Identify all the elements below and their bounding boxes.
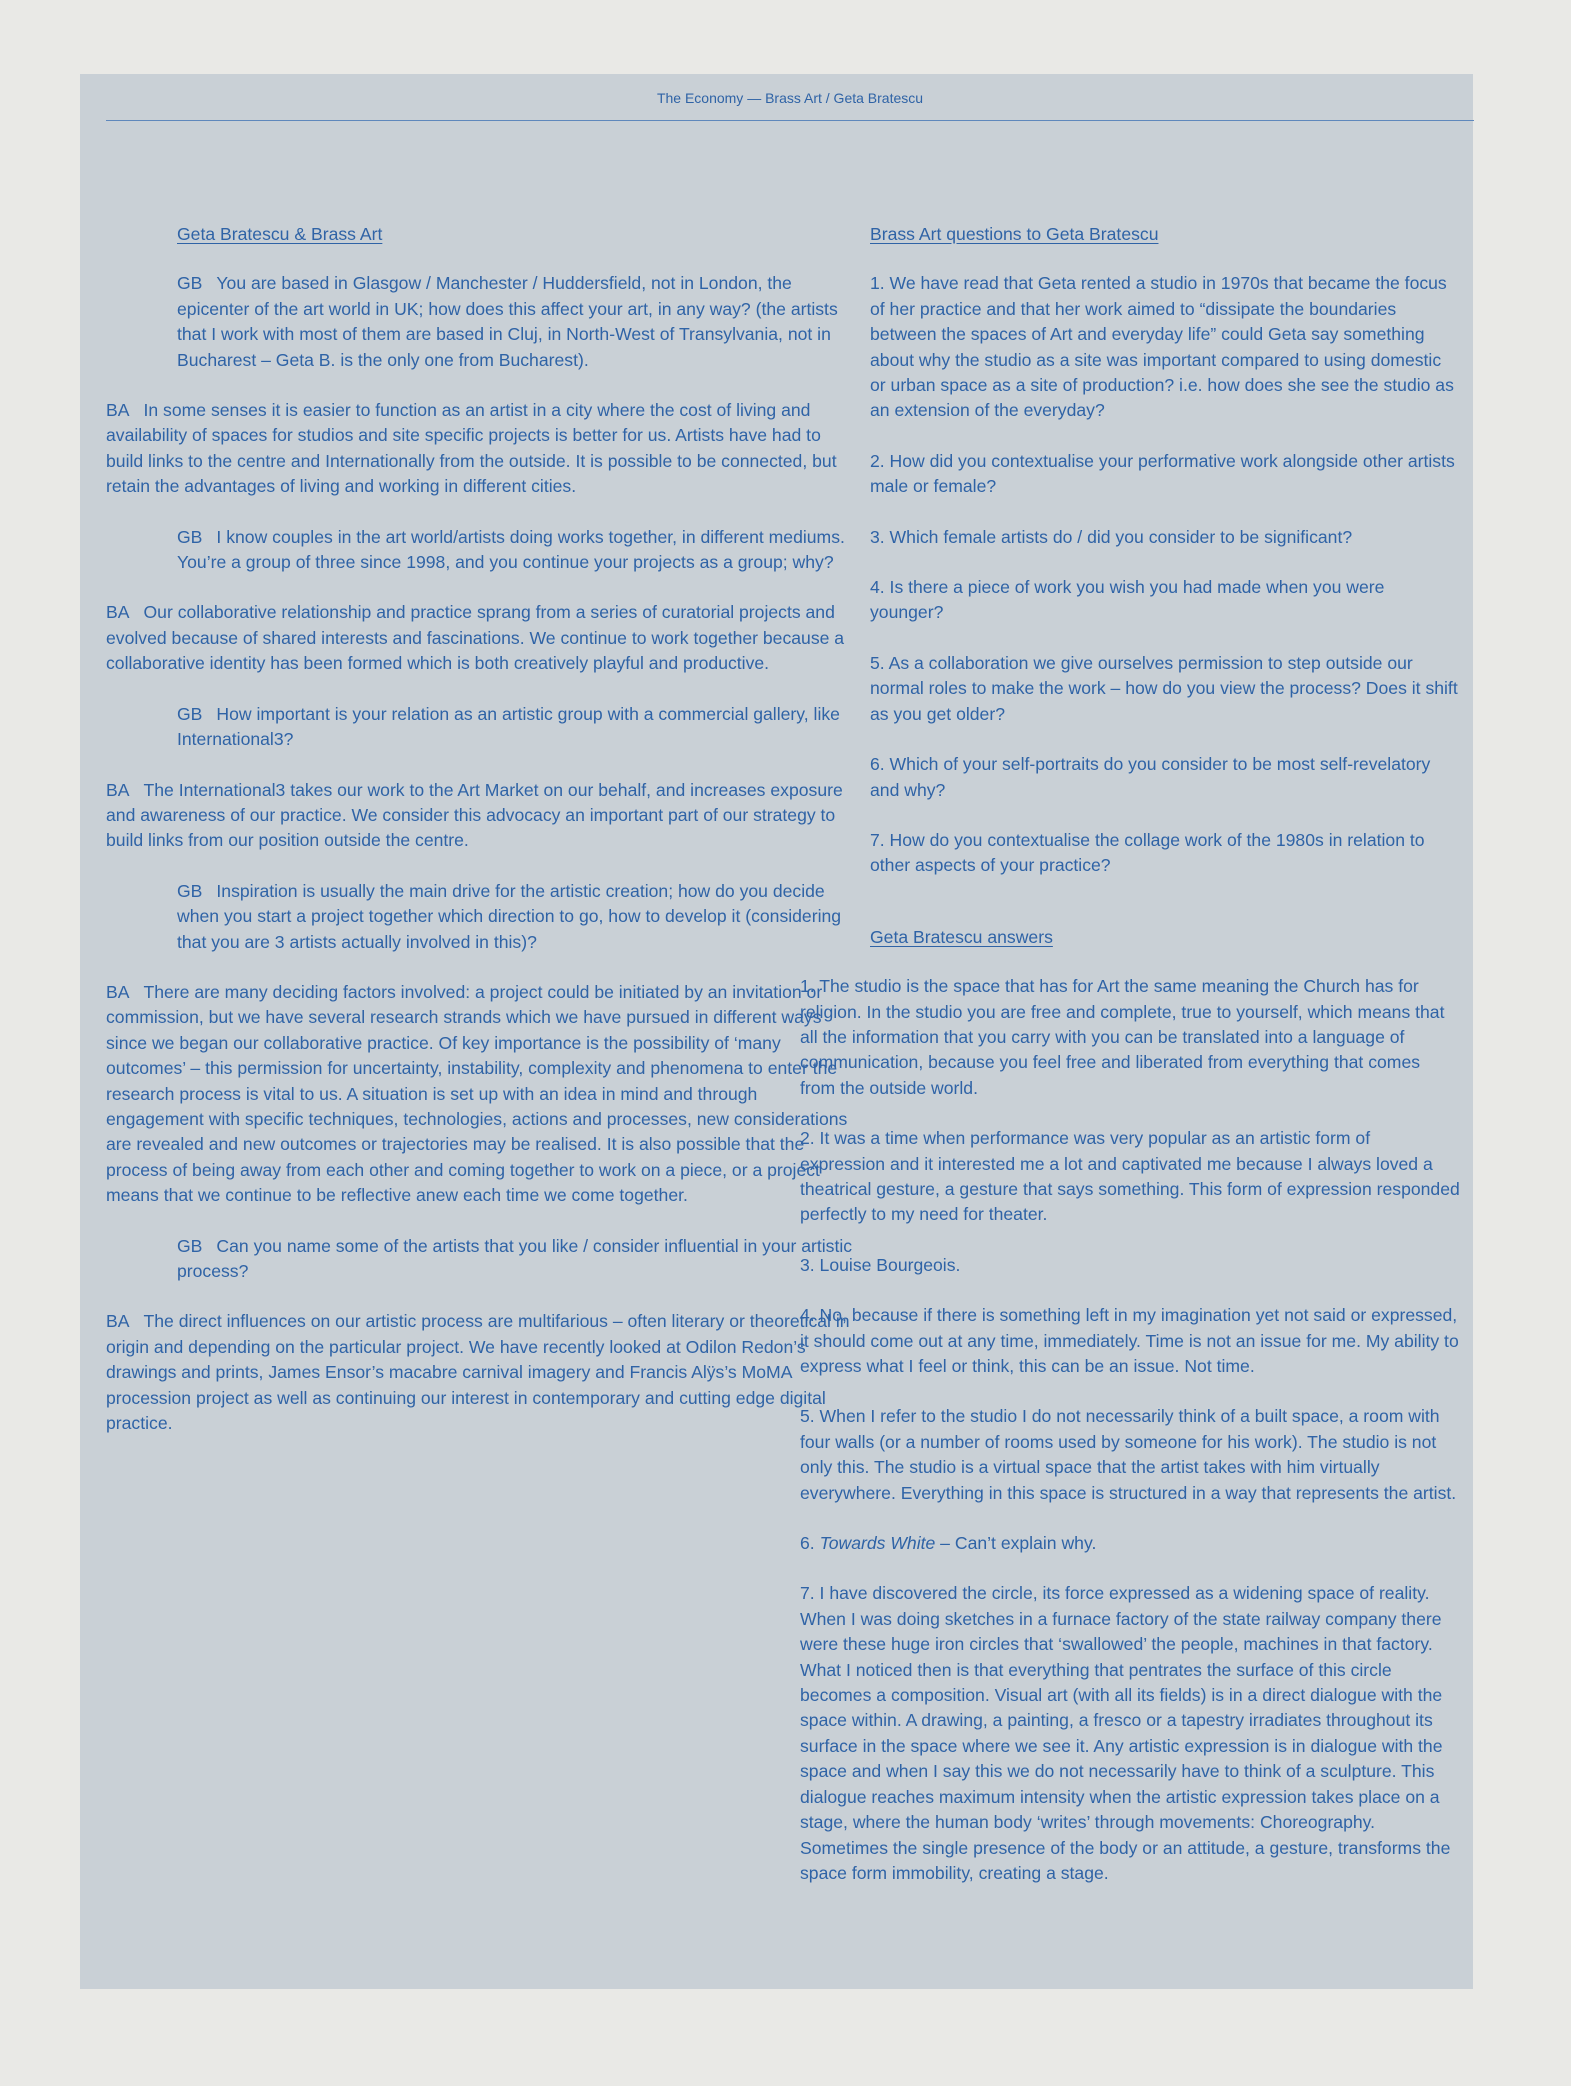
speaker-tag: BA [106,602,130,623]
interview-text: Our collaborative relationship and practice sprang from a series of curatorial projects and evolved because of shared interests and fascinations. We continue to work together because a collaborative identity has been formed which is both creatively playful and productive. [106,602,845,674]
answer-number: 6. [800,1533,815,1554]
interview-text: Inspiration is usually the main drive for the artistic creation; how do you decide when you start a project together which direction to go, how to develop it (considering that you are 3 artists actually involved in this)? [177,880,842,952]
question-item: 7. How do you contextualise the collage work of the 1980s in relation to other aspects of your practice? [870,829,1425,876]
interview-item [106,702,854,753]
running-head-text: The Economy — Brass Art / Geta Bratescu [656,90,924,106]
questions-heading: Brass Art questions to Geta Bratescu [870,224,1159,244]
interview-text: In some senses it is easier to function as an artist in a city where the cost of living and availability of spaces for studios and site specific projects is better for us. Artists have had to build links to the centre and Internationally from the outside. It is possible to be connected, but retain the advantages of living and working in different cities. [106,400,837,497]
interview-item [106,1309,854,1436]
answer-item: 5. When I refer to the studio I do not necessarily think of a built space, a room with four walls (or a number of rooms used by someone for his work). The studio is not only this. The studio is a virtual space that the artist takes with him virtually everywhere. Everything in this space is structured in a way that represents the artist. [800,1406,1457,1503]
running-head [106,74,1474,121]
interview-text: The International3 takes our work to the Art Market on our behalf, and increases exposure and awareness of our practice. We consider this advocacy an important part of our strategy to build links from our position outside the centre. [106,779,843,851]
artwork-title: Towards White [819,1533,936,1554]
left-column [106,222,854,1461]
speaker-tag: BA [106,779,130,800]
interview-text: There are many deciding factors involved: a project could be initiated by an invitation or commission, but we have several research strands which we have pursued in different ways since we began our collaborative practice. Of key importance is the possibility of ‘many outcomes’ – this permission for uncertainty, instability, complexity and phenomena to enter the research process is vital to us. A situation is set up with an idea in mind and through engagement with specific techniques, technologies, actions and processes, new considerations are revealed and new outcomes or trajectories may be realised. It is also possible that the process of being away from each other and coming together to work on a piece, or a project means that we continue to be reflective anew each time we come together. [106,981,848,1206]
interview-item [106,525,854,576]
speaker-tag: BA [106,981,130,1002]
question-item: 4. Is there a piece of work you wish you had made when you were younger? [870,577,1385,623]
interview-item [106,600,854,676]
interview-text: The direct influences on our artistic process are multifarious – often literary or theoretical in origin and depending on the particular project. We have recently looked at Odilon Redon’s drawings and prints, James Ensor’s macabre carnival imagery and Francis Alÿs’s MoMA procession project as well as continuing our interest in contemporary and cutting edge digital practice. [106,1311,850,1434]
right-column [800,222,1460,1911]
left-heading: Geta Bratescu & Brass Art [177,224,383,244]
answer-text: – Can’t explain why. [935,1533,1097,1554]
interview-item [106,778,854,854]
interview-text: You are based in Glasgow / Manchester / Huddersfield, not in London, the epicenter of the art world in UK; how does this affect your art, in any way? (the artists that I work with most of them are based in Cluj, in North-West of Transylvania, not in Bucharest – Geta B. is the only one from Bucharest). [177,273,838,370]
speaker-tag: GB [177,526,203,547]
answer-item: 1. The studio is the space that has for Art the same meaning the Church has for religion. In the studio you are free and complete, true to yourself, which means that all the information that you carry with you can be translated into a language of communication, because you feel free and liberated from everything that comes from the outside world. [800,976,1445,1098]
speaker-tag: BA [106,1311,130,1332]
interview-item [106,980,854,1209]
speaker-tag: BA [106,400,130,421]
interview-text: Can you name some of the artists that you like / consider influential in your artistic process? [177,1235,853,1281]
answer-item: 4. No, because if there is something left in my imagination yet not said or expressed, it should come out at any time, immediately. Time is not an issue for me. My ability to express what I feel or think, this can be an issue. Not time. [800,1305,1459,1376]
answer-item: 2. It was a time when performance was very popular as an artistic form of expression and it interested me a lot and captivated me because I always loved a theatrical gesture, a gesture that says something. This form of expression responded perfectly to my need for theater. [800,1128,1460,1225]
answers-heading: Geta Bratescu answers [870,926,1053,947]
speaker-tag: GB [177,703,203,724]
speaker-tag: GB [177,1235,203,1256]
answer-item [800,1531,1460,1556]
page [80,74,1473,1989]
question-item: 5. As a collaboration we give ourselves permission to step outside our normal roles to make the work – how do you view the process? Does it shift as you get older? [870,652,1458,724]
answer-item: 7. I have discovered the circle, its force expressed as a widening space of reality. When I was doing sketches in a furnace factory of the state railway company there were these huge iron circles that ‘swallowed’ the people, machines in that factory. What I noticed then is that everything that pentrates the surface of this circle becomes a composition. Visual art (with all its fields) is in a direct dialogue with the space within. A drawing, a painting, a fresco or a tapestry irradiates throughout its surface in the space where we see it. Any artistic expression is in dialogue with the space and when I say this we do not necessarily have to think of a sculpture. This dialogue reaches maximum intensity when the artistic expression takes place on a stage, where the human body ‘writes’ through movements: Choreography. Sometimes the single presence of the body or an attitude, a gesture, transforms the space form immobility, creating a stage. [800,1583,1451,1883]
question-item: 3. Which female artists do / did you consider to be significant? [870,526,1353,547]
interview-item [106,271,854,373]
interview-text: I know couples in the art world/artists doing works together, in different mediums. You’re a group of three since 1998, and you continue your projects as a group; why? [177,526,845,573]
interview-text: How important is your relation as an artistic group with a commercial gallery, like International3? [177,703,840,750]
interview-item [106,1234,854,1285]
speaker-tag: GB [177,273,203,294]
answer-item: 3. Louise Bourgeois. [800,1254,961,1275]
interview-item [106,398,854,500]
question-item: 6. Which of your self-portraits do you consider to be most self-revelatory and why? [870,754,1431,800]
question-item: 1. We have read that Geta rented a studio in 1970s that became the focus of her practice and that her work aimed to “dissipate the boundaries between the spaces of Art and everyday life” could Geta say something about why the studio as a site was important compared to using domestic or urban space as a site of production? i.e. how does she see the studio as an extension of the everyday? [870,273,1454,421]
interview-item [106,879,854,955]
speaker-tag: GB [177,880,203,901]
question-item: 2. How did you contextualise your performative work alongside other artists male or female? [870,450,1455,497]
